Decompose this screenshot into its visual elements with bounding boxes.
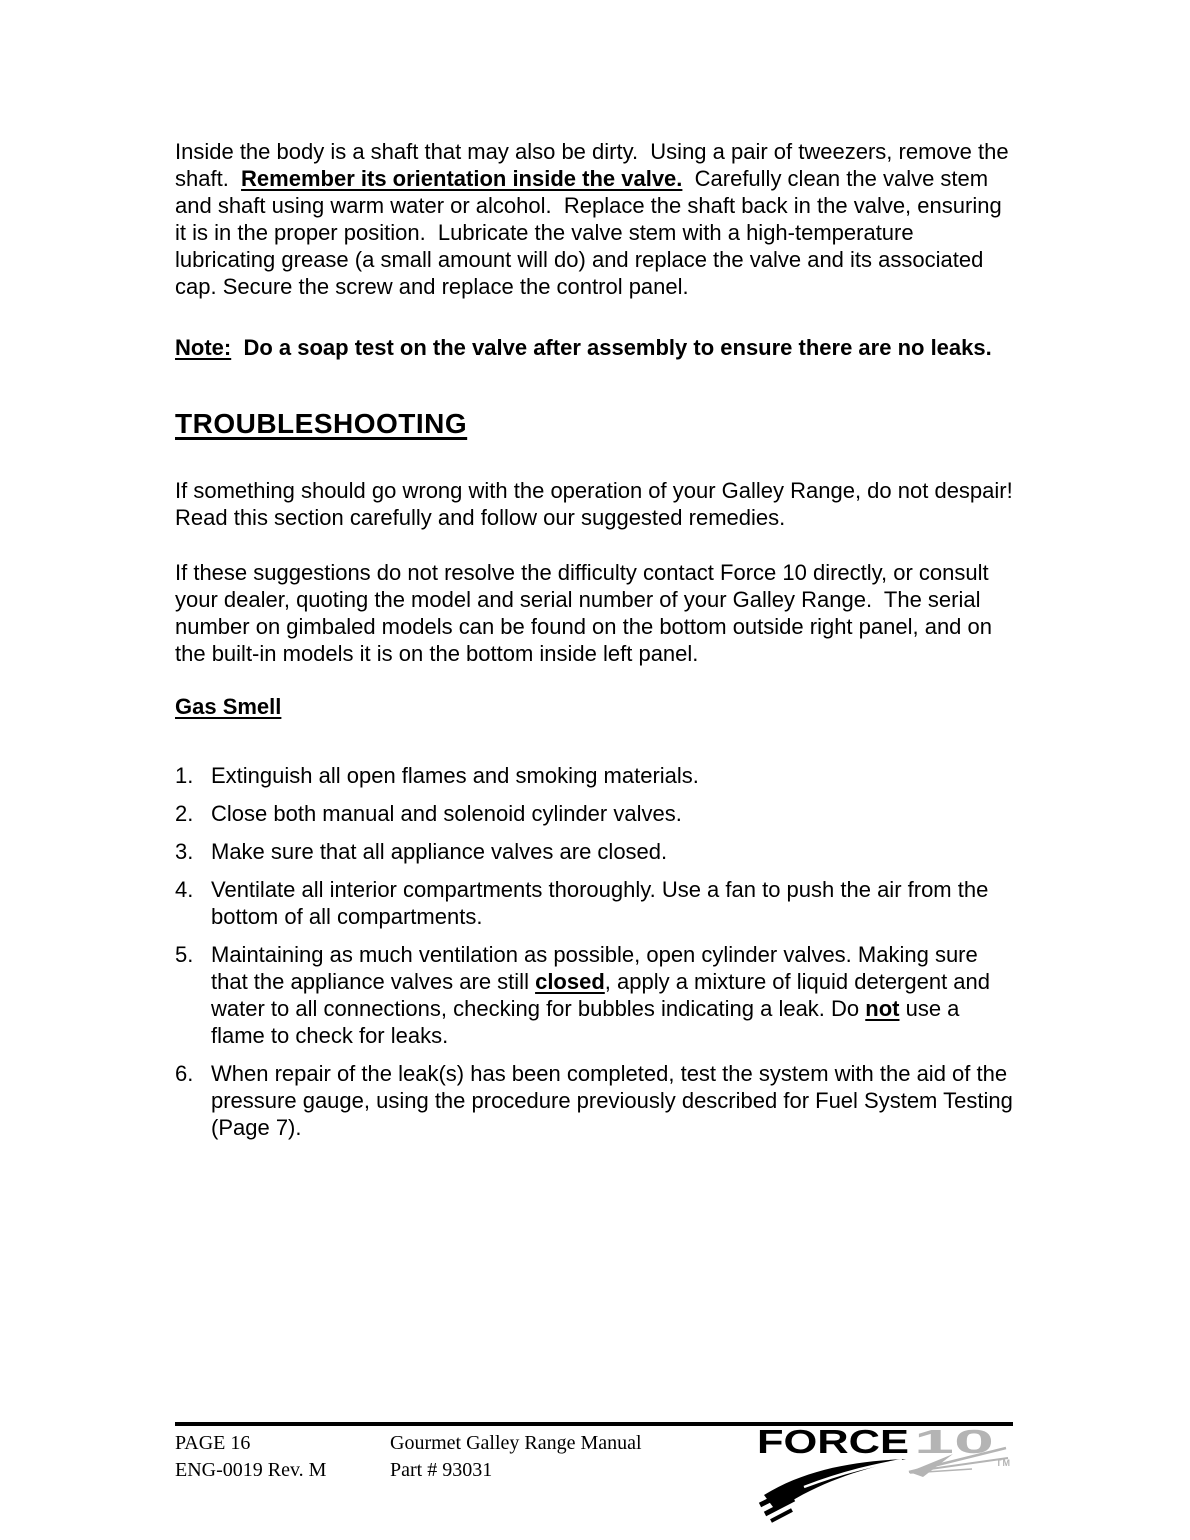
text-segment-emphasis: closed — [535, 969, 605, 994]
footer-left-column — [175, 1430, 326, 1484]
text-segment-emphasis: Remember its orientation inside the valve. — [241, 166, 683, 191]
step-number: 3. — [175, 839, 194, 864]
text-segment: Extinguish all open flames and smoking materials. — [211, 763, 699, 788]
step-number: 2. — [175, 801, 194, 826]
step-number: 6. — [175, 1061, 194, 1086]
logo-brand-force: FORCE — [757, 1427, 909, 1460]
step-number: 5. — [175, 942, 194, 967]
text-segment: Make sure that all appliance valves are closed. — [211, 839, 668, 864]
text-segment: Close both manual and solenoid cylinder valves. — [211, 801, 682, 826]
text-segment: Inside the body is a shaft that may also be dirty. Using a pair of tweezers, remove the shaft. — [175, 139, 1015, 191]
page-content — [175, 0, 1017, 1152]
text-segment: , apply a mixture of liquid detergent and water to all connections, checking for bubbles indicating a leak. Do — [211, 969, 997, 1021]
text-segment: Maintaining as much ventilation as possible, open cylinder valves. Making sure that the appliance valves are still — [211, 942, 984, 994]
footer-doc-number: ENG-0019 Rev. M — [175, 1459, 327, 1481]
step-2 — [175, 800, 1017, 827]
step-6 — [175, 1060, 1017, 1141]
paragraph-valve-cleaning — [175, 138, 1017, 300]
step-5 — [175, 941, 1017, 1049]
footer-middle-column — [390, 1430, 642, 1484]
note-label: Note: — [175, 335, 232, 360]
step-text — [211, 941, 1017, 1049]
logo-brand-10: 10 — [914, 1427, 994, 1460]
footer-divider — [175, 1422, 1013, 1426]
text-segment: Ventilate all interior compartments thoroughly. Use a fan to push the air from the bottom of all compartments. — [211, 877, 995, 929]
text-segment: When repair of the leak(s) has been completed, test the system with the aid of the pressure gauge, using the procedure previously described for Fuel System Testing (Page 7). — [211, 1061, 1019, 1140]
paragraph-contact-info: If these suggestions do not resolve the difficulty contact Force 10 directly, or consult your dealer, quoting the model and serial number of your Galley Range. The serial number on gimbaled models can be found on the bottom outside right panel, and on the built-in models it is on the bottom inside left panel. — [175, 560, 999, 666]
paragraph-intro: If something should go wrong with the operation of your Galley Range, do not despair! Read this section carefully and follow our suggested remedies. — [175, 478, 1019, 530]
text-segment: Do a soap test on the valve after assembly to ensure there are no leaks. — [231, 335, 992, 360]
text-segment: use a flame to check for leaks. — [211, 996, 966, 1048]
step-text — [211, 800, 1017, 827]
step-number: 4. — [175, 877, 194, 902]
troubleshooting-heading: TROUBLESHOOTING — [175, 408, 468, 439]
step-number: 1. — [175, 763, 194, 788]
logo-swoosh-black — [760, 1459, 906, 1521]
text-segment-emphasis: not — [865, 996, 900, 1021]
step-text — [211, 876, 1017, 930]
step-1 — [175, 762, 1017, 789]
gas-smell-steps — [175, 762, 1017, 1141]
gas-smell-heading: Gas Smell — [175, 694, 282, 719]
step-4 — [175, 876, 1017, 930]
force10-logo — [756, 1427, 1016, 1524]
step-text — [211, 1060, 1017, 1141]
step-text — [211, 838, 1017, 865]
footer-manual-title: Gourmet Galley Range Manual — [390, 1432, 642, 1454]
step-text — [211, 762, 1017, 789]
step-3 — [175, 838, 1017, 865]
footer-page-number: PAGE 16 — [175, 1432, 251, 1454]
note-soap-test — [175, 334, 1017, 361]
text-segment: Carefully clean the valve stem and shaft using warm water or alcohol. Replace the shaft back in the valve, ensuring it is in the proper position. Lubricate the valve stem with a high-temperature lubricating grease (a small amount will do) and replace the valve and its associated cap. Secure the screw and replace the control panel. — [175, 166, 1008, 299]
footer-part-number: Part # 93031 — [390, 1459, 493, 1481]
logo-tm-mark: TM — [996, 1458, 1011, 1468]
